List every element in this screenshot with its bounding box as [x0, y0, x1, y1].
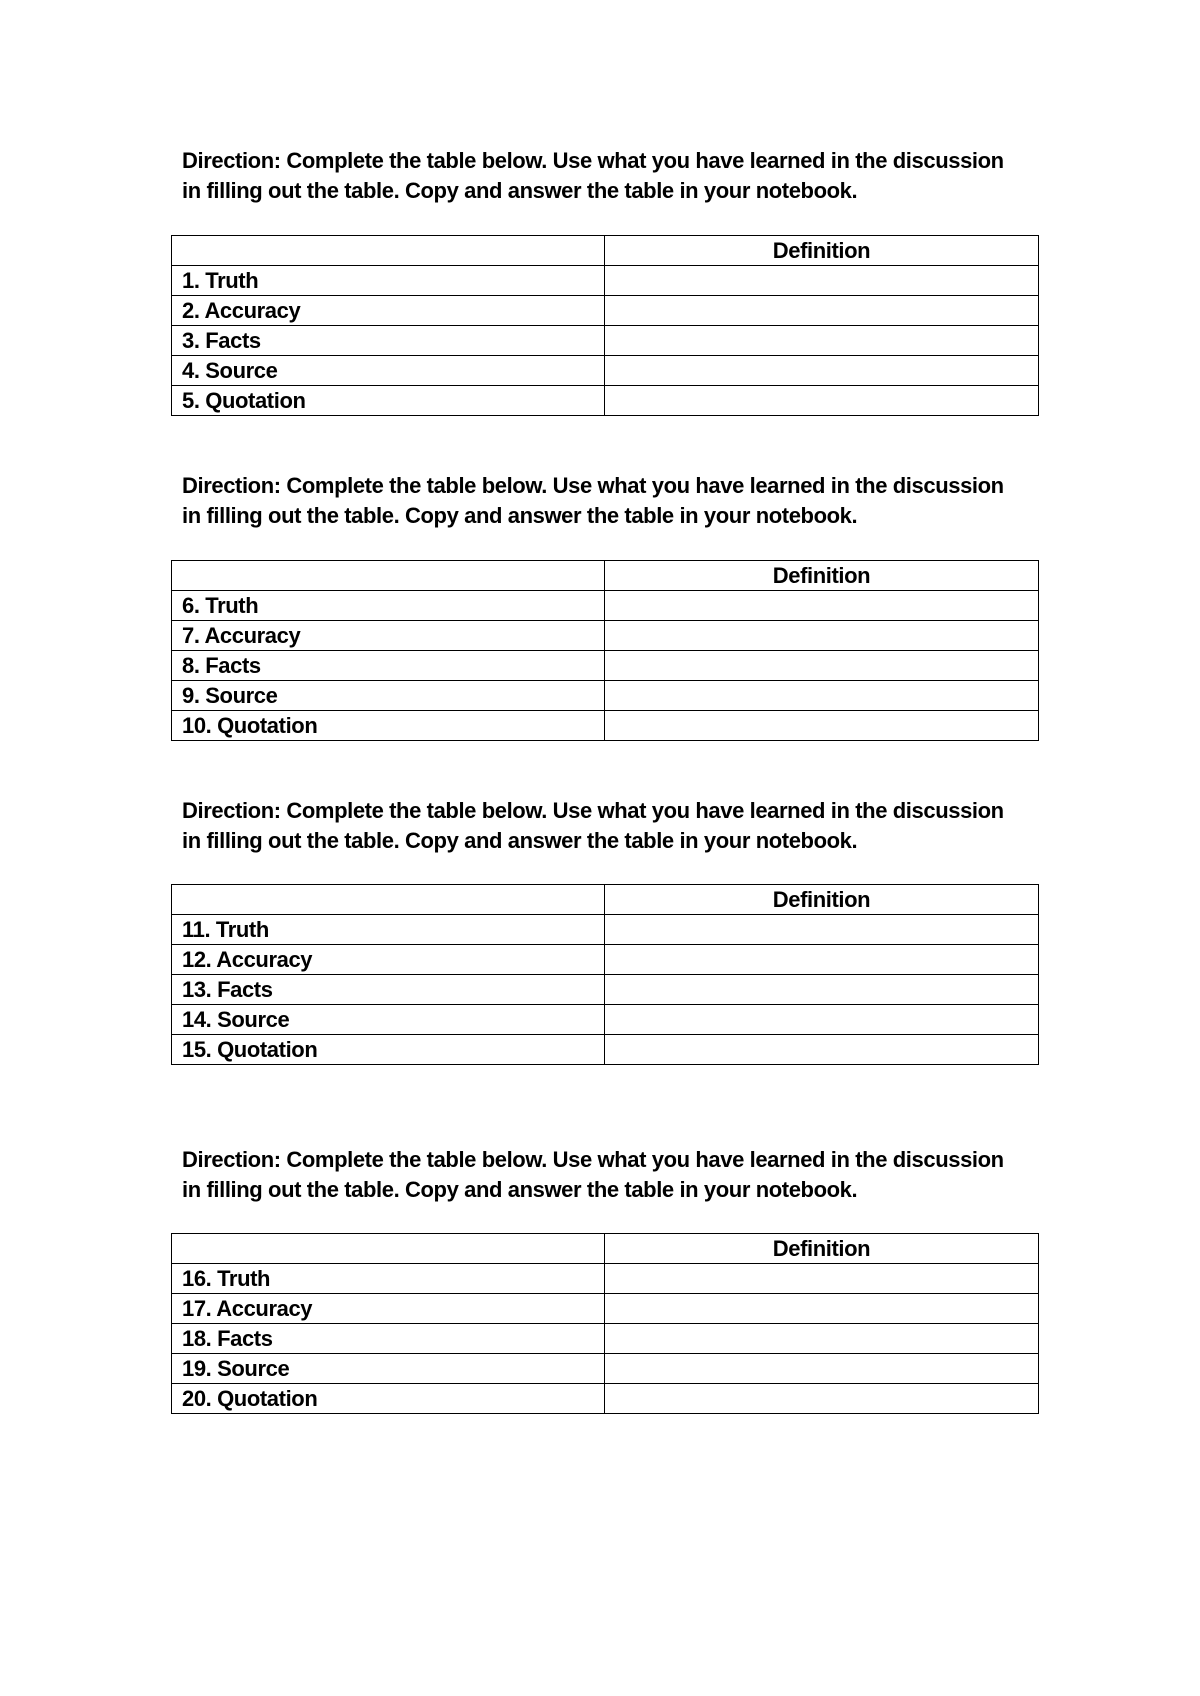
- term-cell: 8. Facts: [172, 651, 605, 681]
- definition-answer-cell[interactable]: [605, 296, 1039, 326]
- definition-answer-cell[interactable]: [605, 975, 1039, 1005]
- term-header-cell: [172, 561, 605, 591]
- table-row: [172, 1264, 1039, 1294]
- definition-header-cell: Definition: [605, 1234, 1039, 1264]
- direction-text: [182, 146, 1032, 206]
- direction-line-2: in filling out the table. Copy and answer the table in your notebook.: [182, 178, 858, 203]
- direction-text: [182, 1145, 1032, 1205]
- term-cell: 11. Truth: [172, 915, 605, 945]
- definition-answer-cell[interactable]: [605, 266, 1039, 296]
- definition-answer-cell[interactable]: [605, 915, 1039, 945]
- definition-answer-cell[interactable]: [605, 711, 1039, 741]
- definition-answer-cell[interactable]: [605, 1294, 1039, 1324]
- table-row: [172, 1354, 1039, 1384]
- term-cell: 16. Truth: [172, 1264, 605, 1294]
- table-row: [172, 681, 1039, 711]
- definition-answer-cell[interactable]: [605, 621, 1039, 651]
- table-header-row: [172, 885, 1039, 915]
- term-cell: 13. Facts: [172, 975, 605, 1005]
- definition-table: [171, 560, 1039, 741]
- term-header-cell: [172, 1234, 605, 1264]
- definition-answer-cell[interactable]: [605, 591, 1039, 621]
- table-row: [172, 915, 1039, 945]
- direction-text: [182, 471, 1032, 531]
- term-cell: 10. Quotation: [172, 711, 605, 741]
- definition-table: [171, 884, 1039, 1065]
- term-cell: 5. Quotation: [172, 386, 605, 416]
- table-row: [172, 1035, 1039, 1065]
- direction-line-1: Direction: Complete the table below. Use what you have learned in the discussion: [182, 1147, 1004, 1172]
- term-cell: 3. Facts: [172, 326, 605, 356]
- term-cell: 1. Truth: [172, 266, 605, 296]
- direction-line-1: Direction: Complete the table below. Use what you have learned in the discussion: [182, 473, 1004, 498]
- direction-line-2: in filling out the table. Copy and answer the table in your notebook.: [182, 828, 858, 853]
- term-cell: 6. Truth: [172, 591, 605, 621]
- table-row: [172, 711, 1039, 741]
- table-row: [172, 1005, 1039, 1035]
- term-header-cell: [172, 236, 605, 266]
- table-row: [172, 975, 1039, 1005]
- definition-answer-cell[interactable]: [605, 326, 1039, 356]
- definition-answer-cell[interactable]: [605, 356, 1039, 386]
- direction-text: [182, 796, 1032, 856]
- table-row: [172, 266, 1039, 296]
- table-row: [172, 651, 1039, 681]
- direction-line-1: Direction: Complete the table below. Use what you have learned in the discussion: [182, 148, 1004, 173]
- table-header-row: [172, 236, 1039, 266]
- table-row: [172, 386, 1039, 416]
- definition-answer-cell[interactable]: [605, 1035, 1039, 1065]
- table-header-row: [172, 561, 1039, 591]
- term-cell: 18. Facts: [172, 1324, 605, 1354]
- table-row: [172, 296, 1039, 326]
- term-cell: 14. Source: [172, 1005, 605, 1035]
- term-cell: 4. Source: [172, 356, 605, 386]
- table-row: [172, 1384, 1039, 1414]
- definition-answer-cell[interactable]: [605, 1264, 1039, 1294]
- definition-header-cell: Definition: [605, 561, 1039, 591]
- term-cell: 7. Accuracy: [172, 621, 605, 651]
- definition-answer-cell[interactable]: [605, 386, 1039, 416]
- term-cell: 19. Source: [172, 1354, 605, 1384]
- term-cell: 2. Accuracy: [172, 296, 605, 326]
- term-cell: 9. Source: [172, 681, 605, 711]
- term-cell: 20. Quotation: [172, 1384, 605, 1414]
- definition-table: [171, 1233, 1039, 1414]
- table-header-row: [172, 1234, 1039, 1264]
- table-row: [172, 356, 1039, 386]
- definition-answer-cell[interactable]: [605, 1005, 1039, 1035]
- table-row: [172, 945, 1039, 975]
- table-row: [172, 1324, 1039, 1354]
- definition-answer-cell[interactable]: [605, 651, 1039, 681]
- term-cell: 17. Accuracy: [172, 1294, 605, 1324]
- direction-line-1: Direction: Complete the table below. Use what you have learned in the discussion: [182, 798, 1004, 823]
- table-row: [172, 1294, 1039, 1324]
- definition-answer-cell[interactable]: [605, 1384, 1039, 1414]
- direction-line-2: in filling out the table. Copy and answer the table in your notebook.: [182, 1177, 858, 1202]
- table-row: [172, 326, 1039, 356]
- term-cell: 15. Quotation: [172, 1035, 605, 1065]
- definition-answer-cell[interactable]: [605, 1324, 1039, 1354]
- direction-line-2: in filling out the table. Copy and answer the table in your notebook.: [182, 503, 858, 528]
- definition-answer-cell[interactable]: [605, 1354, 1039, 1384]
- definition-header-cell: Definition: [605, 236, 1039, 266]
- definition-header-cell: Definition: [605, 885, 1039, 915]
- definition-answer-cell[interactable]: [605, 681, 1039, 711]
- term-cell: 12. Accuracy: [172, 945, 605, 975]
- definition-table: [171, 235, 1039, 416]
- term-header-cell: [172, 885, 605, 915]
- definition-answer-cell[interactable]: [605, 945, 1039, 975]
- table-row: [172, 621, 1039, 651]
- table-row: [172, 591, 1039, 621]
